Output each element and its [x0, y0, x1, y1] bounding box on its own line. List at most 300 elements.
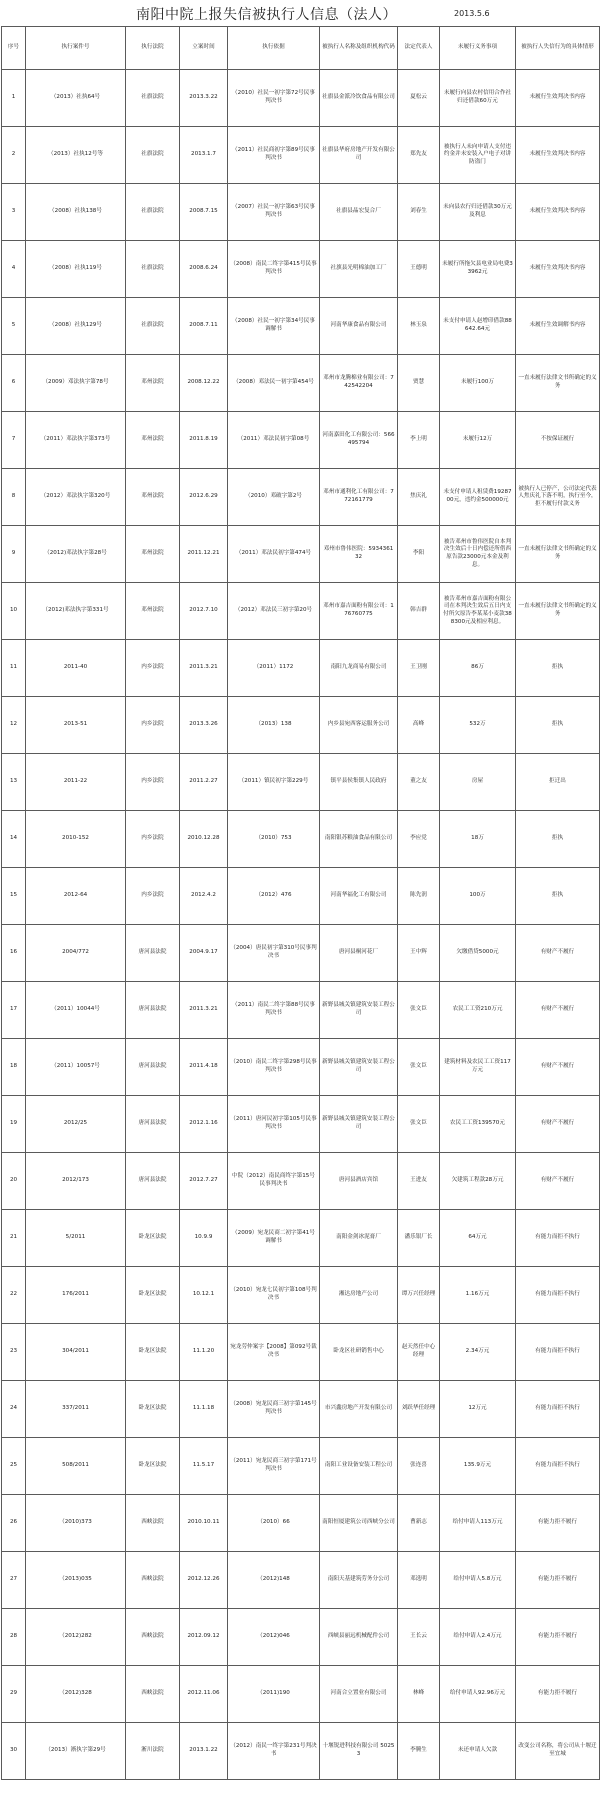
table-cell-seq: 16 — [2, 925, 26, 982]
table-cell-conduct: 一直未履行法律文书所确定的义务 — [516, 355, 600, 412]
table-cell-debtor: 新野县城关镇建筑安装工程公司 — [320, 982, 398, 1039]
table-cell-filing-date: 2010.12.28 — [180, 811, 228, 868]
table-cell-legal-rep: 韩吉群 — [398, 583, 440, 640]
table-cell-seq: 5 — [2, 298, 26, 355]
table-cell-conduct: 有财产不履行 — [516, 1153, 600, 1210]
table-cell-case-number: 2013-51 — [26, 697, 126, 754]
table-cell-conduct: 不按保证履行 — [516, 412, 600, 469]
table-cell-seq: 9 — [2, 526, 26, 583]
table-cell-filing-date: 2012.7.27 — [180, 1153, 228, 1210]
table-cell-legal-rep: 曹新志 — [398, 1495, 440, 1552]
table-cell-case-number: （2010)373 — [26, 1495, 126, 1552]
table-cell-filing-date: 2011.3.21 — [180, 640, 228, 697]
table-cell-seq: 21 — [2, 1210, 26, 1267]
table-cell-seq: 13 — [2, 754, 26, 811]
table-cell-conduct: 未履行生效判决书内容 — [516, 70, 600, 127]
table-cell-filing-date: 2008.6.24 — [180, 241, 228, 298]
table-row — [2, 1723, 600, 1780]
table-row — [2, 1096, 600, 1153]
table-cell-obligation: 欠建筑工程款28万元 — [440, 1153, 516, 1210]
table-cell-conduct: 拒迁出 — [516, 754, 600, 811]
table-cell-basis: （2007）社民一初字第63号民事判决书 — [228, 184, 320, 241]
table-cell-filing-date: 2012.12.26 — [180, 1552, 228, 1609]
table-cell-obligation: 100万 — [440, 868, 516, 925]
table-row — [2, 298, 600, 355]
table-cell-basis: （2010）753 — [228, 811, 320, 868]
table-cell-conduct: 一直未履行法律文书所确定的义务 — [516, 583, 600, 640]
table-cell-obligation: 欠缴借贷5000元 — [440, 925, 516, 982]
table-cell-conduct: 被执行人已停产，公司法定代表人焦庆礼下落不明，执行至今，拒不履行付款义务 — [516, 469, 600, 526]
table-cell-case-number: 2012/173 — [26, 1153, 126, 1210]
table-cell-seq: 28 — [2, 1609, 26, 1666]
table-cell-legal-rep: 焦庆礼 — [398, 469, 440, 526]
table-cell-filing-date: 2013.3.26 — [180, 697, 228, 754]
table-cell-court: 唐河县法院 — [126, 982, 180, 1039]
table-cell-obligation: 给付申请人92.96万元 — [440, 1666, 516, 1723]
table-cell-basis: （2004）唐民初字第310号民事判决书 — [228, 925, 320, 982]
table-cell-legal-rep: 李上明 — [398, 412, 440, 469]
table-cell-obligation: 86万 — [440, 640, 516, 697]
table-cell-case-number: 2012/25 — [26, 1096, 126, 1153]
table-cell-conduct: 有财产不履行 — [516, 925, 600, 982]
table-cell-filing-date: 2013.1.7 — [180, 127, 228, 184]
table-cell-basis: （2010）宛龙七民初字第108号判决书 — [228, 1267, 320, 1324]
table-cell-obligation: 给付申请人5.8万元 — [440, 1552, 516, 1609]
table-cell-debtor: 唐河县酒店宾馆 — [320, 1153, 398, 1210]
table-cell-filing-date: 2012.09.12 — [180, 1609, 228, 1666]
table-row — [2, 640, 600, 697]
table-cell-case-number: （2008）社执119号 — [26, 241, 126, 298]
table-cell-filing-date: 2013.3.22 — [180, 70, 228, 127]
table-cell-legal-rep: 张连喜 — [398, 1438, 440, 1495]
table-cell-debtor: 南阳天基建筑劳务分公司 — [320, 1552, 398, 1609]
table-cell-debtor: 南阳银苏粮油食品有限公司 — [320, 811, 398, 868]
table-cell-seq: 25 — [2, 1438, 26, 1495]
table-cell-filing-date: 2011.12.21 — [180, 526, 228, 583]
table-cell-seq: 6 — [2, 355, 26, 412]
table-cell-case-number: 508/2011 — [26, 1438, 126, 1495]
table-cell-obligation: 135.9万元 — [440, 1438, 516, 1495]
table-cell-filing-date: 10.12.1 — [180, 1267, 228, 1324]
table-cell-debtor: 镇平县侯集镇人民政府 — [320, 754, 398, 811]
table-cell-legal-rep: 林峰 — [398, 1666, 440, 1723]
table-row — [2, 355, 600, 412]
table-cell-filing-date: 2011.3.21 — [180, 982, 228, 1039]
table-cell-filing-date: 2012.6.29 — [180, 469, 228, 526]
table-cell-legal-rep: 王长云 — [398, 1609, 440, 1666]
table-cell-conduct: 拒执 — [516, 697, 600, 754]
table-cell-seq: 24 — [2, 1381, 26, 1438]
table-cell-legal-rep: 李应党 — [398, 811, 440, 868]
table-cell-obligation: 未还申请人欠款 — [440, 1723, 516, 1780]
table-cell-seq: 17 — [2, 982, 26, 1039]
table-cell-case-number: （2012)邓法执字第331号 — [26, 583, 126, 640]
table-cell-court: 邓州法院 — [126, 469, 180, 526]
table-cell-basis: （2012)148 — [228, 1552, 320, 1609]
table-cell-legal-rep: 陈先润 — [398, 868, 440, 925]
table-cell-debtor: 河南华康食品有限公司 — [320, 298, 398, 355]
table-row — [2, 583, 600, 640]
table-cell-filing-date: 11.1.20 — [180, 1324, 228, 1381]
column-header-obligation: 未履行义务事项 — [440, 27, 516, 70]
table-cell-debtor: 市兴鑫房地产开发有限公司 — [320, 1381, 398, 1438]
table-cell-debtor: 湘达房地产公司 — [320, 1267, 398, 1324]
table-row — [2, 1039, 600, 1096]
table-cell-debtor: 社旗县华府房地产开发有限公司 — [320, 127, 398, 184]
table-cell-seq: 30 — [2, 1723, 26, 1780]
table-cell-obligation: 建筑材料及农民工工资117万元 — [440, 1039, 516, 1096]
table-cell-seq: 29 — [2, 1666, 26, 1723]
table-cell-obligation: 未履行向县农村信用合作社归还借款60万元 — [440, 70, 516, 127]
table-cell-legal-rep: 李阳 — [398, 526, 440, 583]
table-cell-basis: （2013）138 — [228, 697, 320, 754]
table-cell-obligation: 被告邓州市鲁伟医院自本判决生效后十日内偿还所借西原告款23000元本金及利息。 — [440, 526, 516, 583]
table-cell-seq: 8 — [2, 469, 26, 526]
table-cell-seq: 26 — [2, 1495, 26, 1552]
table-cell-debtor: 新野县城关镇建筑安装工程公司 — [320, 1096, 398, 1153]
column-header-debtor: 被执行人名称及组织机构代码 — [320, 27, 398, 70]
table-cell-conduct: 有能力拒不履行 — [516, 1609, 600, 1666]
table-cell-conduct: 改变公司名称，将公司从十堰迁至宜城 — [516, 1723, 600, 1780]
table-cell-legal-rep: 董之友 — [398, 754, 440, 811]
table-row — [2, 982, 600, 1039]
table-cell-obligation: 未支付申请人租赁费1928700元，违约金500000元 — [440, 469, 516, 526]
table-row — [2, 1666, 600, 1723]
table-row — [2, 1267, 600, 1324]
table-cell-obligation: 未履行100万 — [440, 355, 516, 412]
table-cell-court: 社旗法院 — [126, 70, 180, 127]
table-cell-conduct: 有财产不履行 — [516, 982, 600, 1039]
table-cell-basis: （2011）1172 — [228, 640, 320, 697]
column-header-conduct: 被执行人失信行为的具体情形 — [516, 27, 600, 70]
table-cell-court: 卧龙区法院 — [126, 1210, 180, 1267]
table-cell-basis: （2011）宛龙民商三初字第171号判决书 — [228, 1438, 320, 1495]
table-cell-case-number: 2012-64 — [26, 868, 126, 925]
table-cell-court: 邓州法院 — [126, 412, 180, 469]
table-cell-legal-rep: 刘跃华任经理 — [398, 1381, 440, 1438]
table-cell-basis: （2012）南民一终字第231号判决书 — [228, 1723, 320, 1780]
table-cell-case-number: （2012)邓法执字第28号 — [26, 526, 126, 583]
table-cell-case-number: 5/2011 — [26, 1210, 126, 1267]
table-cell-debtor: 邓州市龙腾棉业有限公司：742542204 — [320, 355, 398, 412]
table-cell-seq: 19 — [2, 1096, 26, 1153]
table-cell-obligation: 未履行所拖欠县电业局电费33962元 — [440, 241, 516, 298]
table-cell-debtor: 南阳工业设备安装工程公司 — [320, 1438, 398, 1495]
table-row — [2, 241, 600, 298]
table-cell-court: 唐河县法院 — [126, 925, 180, 982]
table-cell-filing-date: 2012.7.10 — [180, 583, 228, 640]
table-cell-conduct: 有能力而拒不执行 — [516, 1438, 600, 1495]
table-cell-conduct: 有能力拒不履行 — [516, 1666, 600, 1723]
table-cell-court: 淅川法院 — [126, 1723, 180, 1780]
table-header — [2, 27, 600, 70]
table-cell-case-number: （2011）10044号 — [26, 982, 126, 1039]
table-cell-basis: （2011）邓法民初字第474号 — [228, 526, 320, 583]
table-cell-court: 卧龙区法院 — [126, 1324, 180, 1381]
table-cell-court: 西峡法院 — [126, 1609, 180, 1666]
table-cell-legal-rep: 邓选明 — [398, 1552, 440, 1609]
table-cell-debtor: 社旗县晶宏复合厂 — [320, 184, 398, 241]
table-cell-case-number: 176/2011 — [26, 1267, 126, 1324]
table-row — [2, 526, 600, 583]
table-cell-basis: （2011）唐河民初字第105号民事判决书 — [228, 1096, 320, 1153]
table-row — [2, 811, 600, 868]
table-cell-debtor: 内乡县宛西客运服务公司 — [320, 697, 398, 754]
table-row — [2, 1324, 600, 1381]
table-cell-basis: （2009）宛龙民商二初字第41号调解书 — [228, 1210, 320, 1267]
table-row — [2, 1609, 600, 1666]
table-cell-court: 邓州法院 — [126, 355, 180, 412]
table-cell-case-number: （2013）社执64号 — [26, 70, 126, 127]
table-cell-conduct: 有能力而拒不执行 — [516, 1267, 600, 1324]
table-cell-seq: 12 — [2, 697, 26, 754]
table-row — [2, 868, 600, 925]
table-cell-legal-rep: 张文臣 — [398, 1039, 440, 1096]
table-cell-basis: （2011)190 — [228, 1666, 320, 1723]
table-cell-seq: 23 — [2, 1324, 26, 1381]
table-cell-conduct: 未履行生效判决书内容 — [516, 241, 600, 298]
table-cell-case-number: 304/2011 — [26, 1324, 126, 1381]
table-cell-case-number: 2010-152 — [26, 811, 126, 868]
table-cell-filing-date: 2010.10.11 — [180, 1495, 228, 1552]
table-cell-filing-date: 2004.9.17 — [180, 925, 228, 982]
table-cell-legal-rep: 王中辉 — [398, 925, 440, 982]
table-cell-basis: （2012）476 — [228, 868, 320, 925]
table-cell-filing-date: 2013.1.22 — [180, 1723, 228, 1780]
column-header-seq: 序号 — [2, 27, 26, 70]
table-cell-court: 内乡法院 — [126, 640, 180, 697]
table-cell-legal-rep: 贾慧 — [398, 355, 440, 412]
table-row — [2, 412, 600, 469]
table-cell-conduct: 有能力而拒不执行 — [516, 1381, 600, 1438]
table-cell-court: 唐河县法院 — [126, 1039, 180, 1096]
page-title: 南阳中院上报失信被执行人信息（法人） — [136, 7, 397, 23]
table-cell-court: 社旗法院 — [126, 184, 180, 241]
table-cell-obligation: 给付申请人113万元 — [440, 1495, 516, 1552]
table-cell-conduct: 有能力而拒不执行 — [516, 1210, 600, 1267]
table-row — [2, 184, 600, 241]
table-cell-case-number: （2013）淅执字第29号 — [26, 1723, 126, 1780]
table-cell-debtor: 河南嘉田化工有限公司：566495794 — [320, 412, 398, 469]
table-cell-filing-date: 2011.4.18 — [180, 1039, 228, 1096]
table-cell-debtor: 南阳九龙商易有限公司 — [320, 640, 398, 697]
table-cell-basis: （2008）南民二终字第415号民事判决书 — [228, 241, 320, 298]
table-cell-legal-rep: 王卫刚 — [398, 640, 440, 697]
table-cell-court: 邓州法院 — [126, 526, 180, 583]
table-cell-court: 卧龙区法院 — [126, 1381, 180, 1438]
table-cell-filing-date: 11.1.18 — [180, 1381, 228, 1438]
table-cell-seq: 15 — [2, 868, 26, 925]
title-bar — [0, 0, 600, 26]
table-cell-filing-date: 2008.12.22 — [180, 355, 228, 412]
table-cell-court: 社旗法院 — [126, 127, 180, 184]
table-cell-debtor: 邓州市鲁伟医院：593436132 — [320, 526, 398, 583]
table-cell-legal-rep: 夏松云 — [398, 70, 440, 127]
table-cell-basis: （2010）66 — [228, 1495, 320, 1552]
table-cell-obligation: 给付申请人2.4万元 — [440, 1609, 516, 1666]
table-cell-conduct: 有财产不履行 — [516, 1039, 600, 1096]
table-cell-legal-rep: 潘乐银厂长 — [398, 1210, 440, 1267]
table-cell-court: 唐河县法院 — [126, 1096, 180, 1153]
table-cell-case-number: （2011）邓法执字第373号 — [26, 412, 126, 469]
table-row — [2, 1438, 600, 1495]
table-cell-conduct: 未履行生效判决书内容 — [516, 127, 600, 184]
table-cell-court: 唐河县法院 — [126, 1153, 180, 1210]
table-cell-basis: （2008）宛龙民商三初字第145号判决书 — [228, 1381, 320, 1438]
table-cell-seq: 11 — [2, 640, 26, 697]
table-cell-seq: 10 — [2, 583, 26, 640]
table-cell-seq: 1 — [2, 70, 26, 127]
table-cell-case-number: （2012)282 — [26, 1609, 126, 1666]
table-row — [2, 925, 600, 982]
table-cell-seq: 2 — [2, 127, 26, 184]
table-cell-filing-date: 2008.7.15 — [180, 184, 228, 241]
table-cell-basis: （2011）南民二终字第88号民事判决书 — [228, 982, 320, 1039]
table-row — [2, 70, 600, 127]
table-cell-case-number: （2008）社执129号 — [26, 298, 126, 355]
table-cell-obligation: 532万 — [440, 697, 516, 754]
table-cell-legal-rep: 刘春生 — [398, 184, 440, 241]
table-cell-debtor: 南阳恒厦建筑公司西峡分公司 — [320, 1495, 398, 1552]
table-cell-debtor: 新野县城关镇建筑安装工程公司 — [320, 1039, 398, 1096]
table-cell-conduct: 有能力而拒不执行 — [516, 1324, 600, 1381]
table-cell-conduct: 有能力拒不履行 — [516, 1552, 600, 1609]
table-cell-conduct: 拒执 — [516, 640, 600, 697]
table-cell-filing-date: 2012.1.16 — [180, 1096, 228, 1153]
table-cell-conduct: 有财产不履行 — [516, 1096, 600, 1153]
table-cell-conduct: 一直未履行法律文书所确定的义务 — [516, 526, 600, 583]
table-row — [2, 697, 600, 754]
table-cell-conduct: 有能力拒不履行 — [516, 1495, 600, 1552]
table-cell-obligation: 被执行人未向申请人支付违约金并未安装入户电子对讲防盗门 — [440, 127, 516, 184]
table-cell-basis: （2011）社民商初字第89号民事判决书 — [228, 127, 320, 184]
table-cell-conduct: 未履行生效调解书内容 — [516, 298, 600, 355]
table-cell-obligation: 未支付申请人赵增印借款88642.64元 — [440, 298, 516, 355]
table-cell-debtor: 社旗县光明棉油加工厂 — [320, 241, 398, 298]
table-cell-conduct: 拒执 — [516, 811, 600, 868]
table-cell-case-number: （2009）邓法执字第78号 — [26, 355, 126, 412]
table-cell-debtor: 西峡县丽远机械配件公司 — [320, 1609, 398, 1666]
table-cell-seq: 14 — [2, 811, 26, 868]
table-cell-legal-rep: 谭万兴任经理 — [398, 1267, 440, 1324]
table-cell-debtor: 河南合立置业有限公司 — [320, 1666, 398, 1723]
table-cell-court: 西峡法院 — [126, 1552, 180, 1609]
table-cell-court: 内乡法院 — [126, 868, 180, 925]
table-cell-court: 卧龙区法院 — [126, 1438, 180, 1495]
table-cell-filing-date: 2012.4.2 — [180, 868, 228, 925]
column-header-case-number: 执行案件号 — [26, 27, 126, 70]
table-cell-filing-date: 2012.11.06 — [180, 1666, 228, 1723]
table-cell-court: 内乡法院 — [126, 811, 180, 868]
table-cell-legal-rep: 林玉泉 — [398, 298, 440, 355]
table-row — [2, 1153, 600, 1210]
table-cell-basis: 中院（2012）南民商终字第15号民事判决书 — [228, 1153, 320, 1210]
table-cell-debtor: 河南华福化工有限公司 — [320, 868, 398, 925]
table-cell-seq: 7 — [2, 412, 26, 469]
table-cell-filing-date: 2011.8.19 — [180, 412, 228, 469]
table-cell-obligation: 未履行12万 — [440, 412, 516, 469]
column-header-court: 执行法院 — [126, 27, 180, 70]
table-cell-case-number: 2004/772 — [26, 925, 126, 982]
table-cell-obligation: 18万 — [440, 811, 516, 868]
table-cell-legal-rep: 王进友 — [398, 1153, 440, 1210]
table-cell-obligation: 64万元 — [440, 1210, 516, 1267]
table-cell-obligation: 农民工工资139570元 — [440, 1096, 516, 1153]
table-row — [2, 469, 600, 526]
table-cell-basis: （2010）社民一初字第72号民事判决书 — [228, 70, 320, 127]
table-cell-basis: （2010）邓破字第2号 — [228, 469, 320, 526]
report-date: 2013.5.6 — [454, 9, 490, 18]
table-cell-seq: 27 — [2, 1552, 26, 1609]
column-header-basis: 执行依据 — [228, 27, 320, 70]
table-cell-obligation: 房屋 — [440, 754, 516, 811]
table-row — [2, 1495, 600, 1552]
table-cell-basis: （2012)046 — [228, 1609, 320, 1666]
column-header-filing-date: 立案时间 — [180, 27, 228, 70]
defaulter-table — [1, 26, 600, 1780]
table-cell-debtor: 社旗县金派冷饮食品有限公司 — [320, 70, 398, 127]
table-cell-basis: （2012）邓法民三初字第20号 — [228, 583, 320, 640]
table-cell-case-number: （2011）10057号 — [26, 1039, 126, 1096]
table-cell-legal-rep: 李腾生 — [398, 1723, 440, 1780]
table-cell-debtor: 南阳金剑冰泥膏厂 — [320, 1210, 398, 1267]
table-cell-case-number: （2013)035 — [26, 1552, 126, 1609]
table-cell-case-number: （2008）社执138号 — [26, 184, 126, 241]
table-cell-basis: （2008）邓法民一初字第454号 — [228, 355, 320, 412]
table-cell-obligation: 12万元 — [440, 1381, 516, 1438]
table-cell-basis: 宛龙劳仲案字【2008】第092号裁决书 — [228, 1324, 320, 1381]
table-cell-seq: 4 — [2, 241, 26, 298]
table-cell-court: 社旗法院 — [126, 298, 180, 355]
table-cell-court: 卧龙区法院 — [126, 1267, 180, 1324]
table-cell-debtor: 邓州市嘉吉面粉有限公司：176760775 — [320, 583, 398, 640]
table-row — [2, 754, 600, 811]
table-cell-basis: （2010）南民二终字第298号民事判决书 — [228, 1039, 320, 1096]
table-cell-legal-rep: 郑先友 — [398, 127, 440, 184]
table-cell-basis: （2008）社民一初字第34号民事调解书 — [228, 298, 320, 355]
table-row — [2, 1552, 600, 1609]
table-cell-court: 社旗法院 — [126, 241, 180, 298]
table-cell-filing-date: 11.5.17 — [180, 1438, 228, 1495]
table-cell-case-number: （2012)328 — [26, 1666, 126, 1723]
table-cell-case-number: 2011-40 — [26, 640, 126, 697]
table-cell-conduct: 未履行生效判决书内容 — [516, 184, 600, 241]
table-cell-debtor: 唐河县桐河花厂 — [320, 925, 398, 982]
table-cell-debtor: 邓州市通利化工有限公司：772161779 — [320, 469, 398, 526]
table-cell-filing-date: 10.9.9 — [180, 1210, 228, 1267]
table-cell-court: 西峡法院 — [126, 1495, 180, 1552]
table-row — [2, 1210, 600, 1267]
table-cell-obligation: 被告邓州市嘉吉面粉有限公司在本判决生效后五日内支付所欠原告李某某小麦款388300元及相应利息。 — [440, 583, 516, 640]
table-cell-debtor: 卧龙区社研销售中心 — [320, 1324, 398, 1381]
table-cell-obligation: 未向县农行归还借款30万元及利息 — [440, 184, 516, 241]
table-cell-debtor: 十堰锐进科技有限公司 50253 — [320, 1723, 398, 1780]
table-cell-legal-rep: 张文臣 — [398, 982, 440, 1039]
table-cell-legal-rep: 高峰 — [398, 697, 440, 754]
table-cell-seq: 18 — [2, 1039, 26, 1096]
table-cell-legal-rep: 张文臣 — [398, 1096, 440, 1153]
table-cell-court: 内乡法院 — [126, 754, 180, 811]
table-cell-filing-date: 2011.2.27 — [180, 754, 228, 811]
table-body — [2, 70, 600, 1780]
table-cell-court: 邓州法院 — [126, 583, 180, 640]
table-cell-case-number: 337/2011 — [26, 1381, 126, 1438]
table-row — [2, 127, 600, 184]
table-cell-legal-rep: 王德明 — [398, 241, 440, 298]
table-cell-basis: （2011）镇民初字第229号 — [228, 754, 320, 811]
table-row — [2, 1381, 600, 1438]
table-cell-court: 内乡法院 — [126, 697, 180, 754]
